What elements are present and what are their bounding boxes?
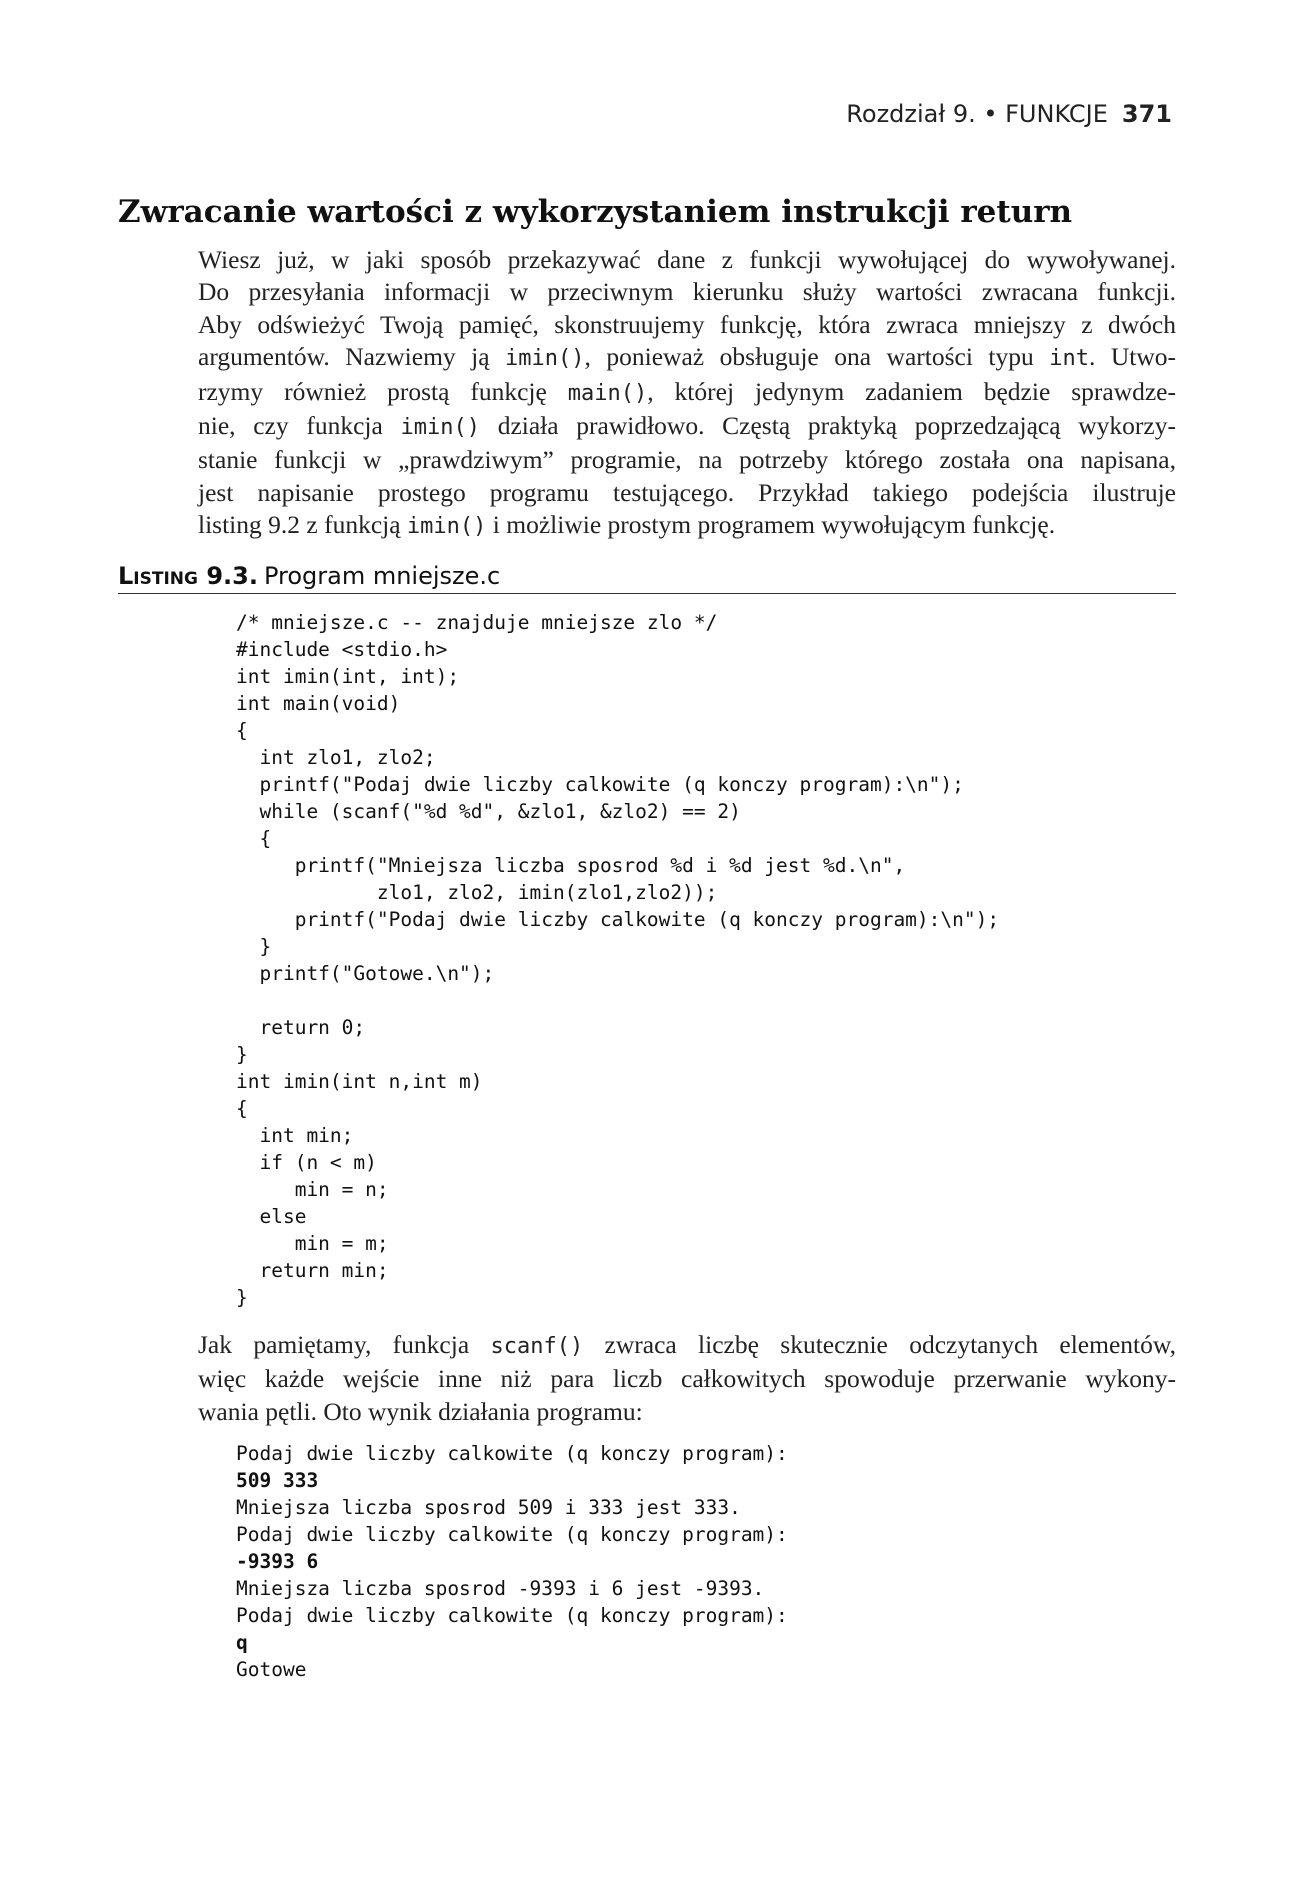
listing-title: Program mniejsze.c (263, 562, 501, 590)
code-line: min = m; (236, 1232, 389, 1255)
code-line: return 0; (236, 1016, 366, 1039)
code-line: printf("Gotowe.\n"); (236, 962, 495, 985)
code-line: { (236, 719, 248, 742)
section-heading: Zwracanie wartości z wykorzystaniem instrukcji return (118, 194, 1073, 230)
outro-line (198, 1363, 1176, 1395)
code-listing (236, 609, 999, 1311)
listing-label: Listing 9.3. (118, 562, 258, 590)
text-run: jest napisanie prostego programu testującego. Przykład takiego podejścia ilustruje (198, 477, 1176, 507)
text-run: Do przesyłania informacji w przeciwnym kierunku służy wartości zwracana funkcji. (198, 277, 1176, 307)
code-line: printf("Podaj dwie liczby calkowite (q konczy program):\n"); (236, 773, 964, 796)
code-line: int main(void) (236, 692, 401, 715)
text-run: działa prawidłowo. Częstą praktyką poprzedzającą wykorzy- (479, 411, 1176, 441)
code-line: zlo1, zlo2, imin(zlo1,zlo2)); (236, 881, 718, 904)
text-run: więc każde wejście inne niż para liczb całkowitych spowoduje przerwanie wykony- (198, 1364, 1176, 1394)
outro-line (198, 1329, 1176, 1363)
text-run: i możliwie prostym programem wywołującym funkcję. (486, 510, 1056, 540)
text-run: , ponieważ obsługuje ona wartości typu (584, 342, 1050, 372)
code-line: return min; (236, 1259, 389, 1282)
code-line: printf("Podaj dwie liczby calkowite (q konczy program):\n"); (236, 908, 1000, 931)
intro-line (198, 309, 1176, 341)
output-line: Podaj dwie liczby calkowite (q konczy program): (236, 1523, 788, 1546)
code-line: else (236, 1205, 307, 1228)
code-line: printf("Mniejsza liczba sposrod %d i %d jest %d.\n", (236, 854, 906, 877)
outro-paragraph (198, 1329, 1176, 1428)
code-line: } (236, 1286, 248, 1309)
inline-code: main() (567, 380, 648, 406)
intro-line (198, 244, 1176, 276)
output-line: Podaj dwie liczby calkowite (q konczy program): (236, 1604, 788, 1627)
text-run: , której jedynym zadaniem będzie sprawdze- (647, 376, 1176, 406)
text-run: Jak pamiętamy, funkcja (198, 1330, 491, 1359)
output-line: Gotowe (236, 1658, 307, 1681)
inline-code: imin() (505, 346, 585, 372)
code-line: { (236, 1097, 248, 1120)
intro-line (198, 376, 1176, 410)
code-line: int imin(int, int); (236, 665, 460, 688)
page-number: 371 (1121, 100, 1172, 128)
user-input-line: -9393 6 (236, 1550, 319, 1573)
code-line (236, 987, 999, 1014)
code-line: int zlo1, zlo2; (236, 746, 436, 769)
intro-line (198, 276, 1176, 308)
code-line: /* mniejsze.c -- znajduje mniejsze zlo */ (236, 611, 718, 634)
user-input-line: q (236, 1631, 248, 1654)
output-line: Mniejsza liczba sposrod 509 i 333 jest 333. (236, 1496, 741, 1519)
output-line: Mniejsza liczba sposrod -9393 i 6 jest -9393. (236, 1577, 765, 1600)
intro-line (198, 509, 1176, 543)
code-line: while (scanf("%d %d", &zlo1, &zlo2) == 2) (236, 800, 741, 823)
intro-line (198, 341, 1176, 375)
running-header (846, 100, 1172, 128)
text-run: zwraca liczbę skutecznie odczytanych elementów, (583, 1330, 1177, 1359)
user-input-line: 509 333 (236, 1469, 319, 1492)
text-run: Wiesz już, w jaki sposób przekazywać dane z funkcji wywołującej do wywoływanej. (198, 245, 1176, 274)
text-run: nie, czy funkcja (198, 411, 401, 441)
text-run: . Utwo- (1088, 342, 1177, 372)
inline-code: scanf() (490, 1334, 584, 1359)
text-run: listing 9.2 z funkcją (198, 510, 407, 540)
inline-code: int (1049, 346, 1089, 372)
code-line: int min; (236, 1124, 354, 1147)
intro-line (198, 477, 1176, 509)
text-run: Aby odświeżyć Twoją pamięć, skonstruujemy funkcję, która zwraca mniejszy z dwóch (198, 309, 1176, 339)
intro-line (198, 410, 1176, 444)
code-line: #include <stdio.h> (236, 638, 448, 661)
text-run: stanie funkcji w „prawdziwym” programie, na potrzeby którego została ona napisana, (198, 445, 1176, 475)
inline-code: imin() (406, 514, 487, 540)
code-line: min = n; (236, 1178, 389, 1201)
code-line: int imin(int n,int m) (236, 1070, 483, 1093)
listing-caption (118, 562, 1176, 594)
intro-paragraph (198, 244, 1176, 544)
text-run: wania pętli. Oto wynik działania programu: (198, 1396, 643, 1426)
running-title: Rozdział 9. • FUNKCJE (846, 100, 1108, 128)
program-output (236, 1440, 788, 1683)
text-run: rzymy również prostą funkcję (198, 376, 568, 406)
inline-code: imin() (400, 415, 480, 441)
code-line: } (236, 935, 272, 958)
code-line: if (n < m) (236, 1151, 377, 1174)
code-line: } (236, 1043, 248, 1066)
intro-line (198, 444, 1176, 476)
output-line: Podaj dwie liczby calkowite (q konczy program): (236, 1442, 788, 1465)
code-line: { (236, 827, 272, 850)
outro-line (198, 1396, 1176, 1428)
text-run: argumentów. Nazwiemy ją (198, 342, 506, 372)
